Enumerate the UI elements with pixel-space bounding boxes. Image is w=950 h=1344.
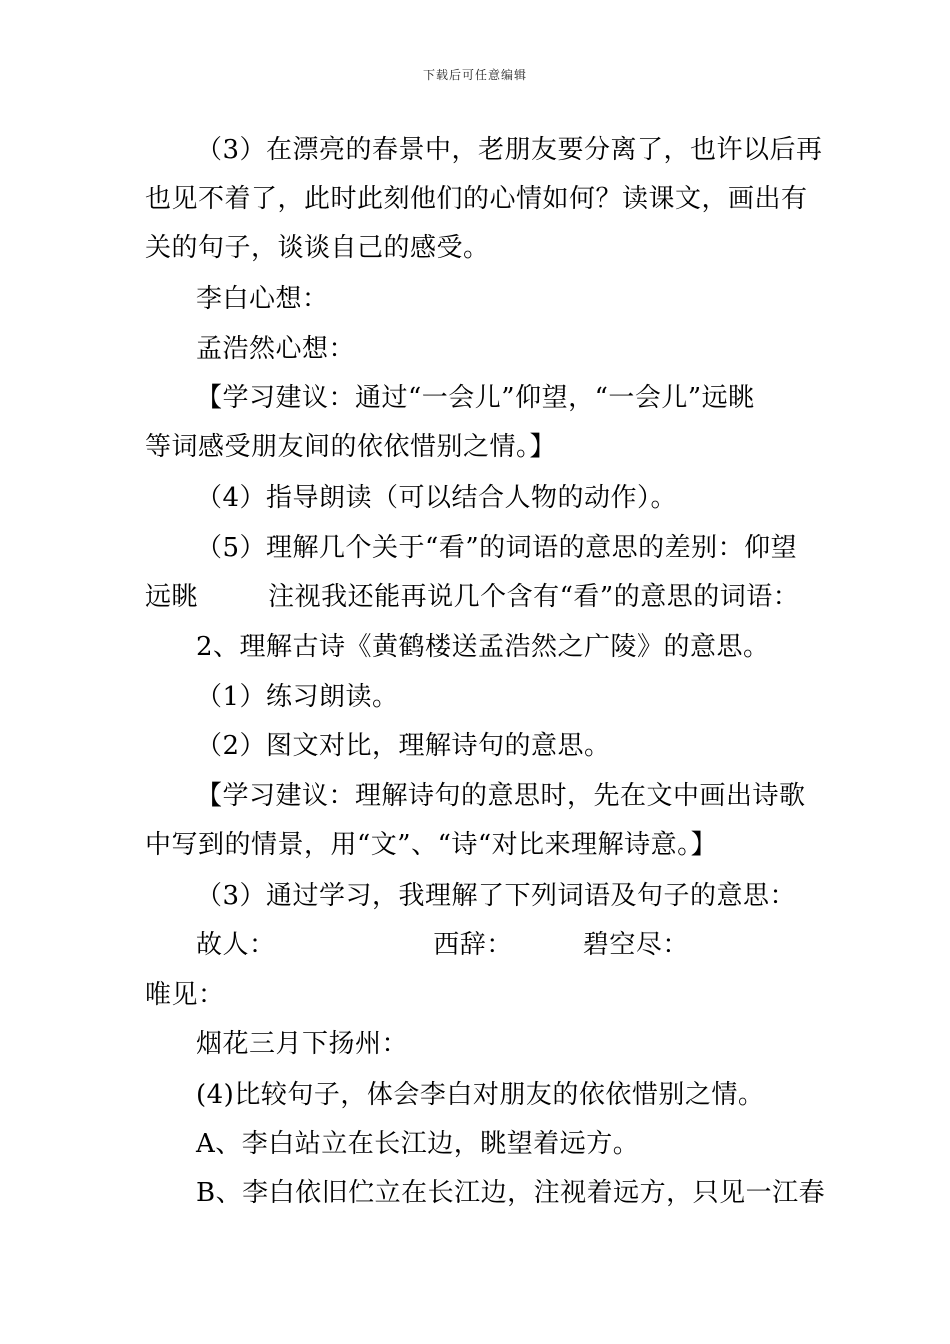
text-line: （3）通过学习，我理解了下列词语及句子的意思： — [196, 881, 797, 911]
text-line: 孟浩然心想： — [196, 334, 356, 364]
text-line: （3）在漂亮的春景中，老朋友要分离了，也许以后再 — [196, 135, 823, 165]
page-header: 下载后可任意编辑 — [422, 68, 527, 82]
text-line: （1）练习朗读。 — [196, 682, 399, 712]
text-line: 关的句子，谈谈自己的感受。 — [145, 233, 490, 263]
text-line: 等词感受朋友间的依依惜别之情。】 — [145, 432, 557, 462]
text-line: 烟花三月下扬州： — [196, 1029, 409, 1059]
text-line: （2）图文对比，理解诗句的意思。 — [196, 731, 611, 761]
text-line: 【学习建议：通过“一会儿”仰望，“一会儿”远眺 — [196, 383, 755, 413]
text-line: 远眺 注视我还能再说几个含有“看”的意思的词语： — [145, 582, 800, 612]
text-line: (4)比较句子，体会李白对朋友的依依惜别之情。 — [196, 1080, 765, 1110]
text-line: 【学习建议：理解诗句的意思时，先在文中画出诗歌 — [196, 781, 806, 811]
text-line: 故人： 西辞： 碧空尽： — [196, 930, 689, 960]
text-line: A、李白站立在长江边，眺望着远方。 — [196, 1129, 640, 1159]
text-line: 2、理解古诗《黄鹤楼送孟浩然之广陵》的意思。 — [196, 632, 770, 662]
text-line: 李白心想： — [196, 284, 329, 314]
text-line: 也见不着了，此时此刻他们的心情如何？读课文，画出有 — [145, 184, 808, 214]
text-line: 中写到的情景，用“文”、“诗“对比来理解诗意。】 — [145, 830, 718, 860]
text-line: 唯见： — [145, 980, 225, 1010]
text-line: （5）理解几个关于“看”的词语的意思的差别：仰望 — [196, 533, 798, 563]
text-line: B、李白依旧伫立在长江边，注视着远方，只见一江春 — [196, 1178, 826, 1208]
text-line: （4）指导朗读（可以结合人物的动作）。 — [196, 483, 678, 513]
